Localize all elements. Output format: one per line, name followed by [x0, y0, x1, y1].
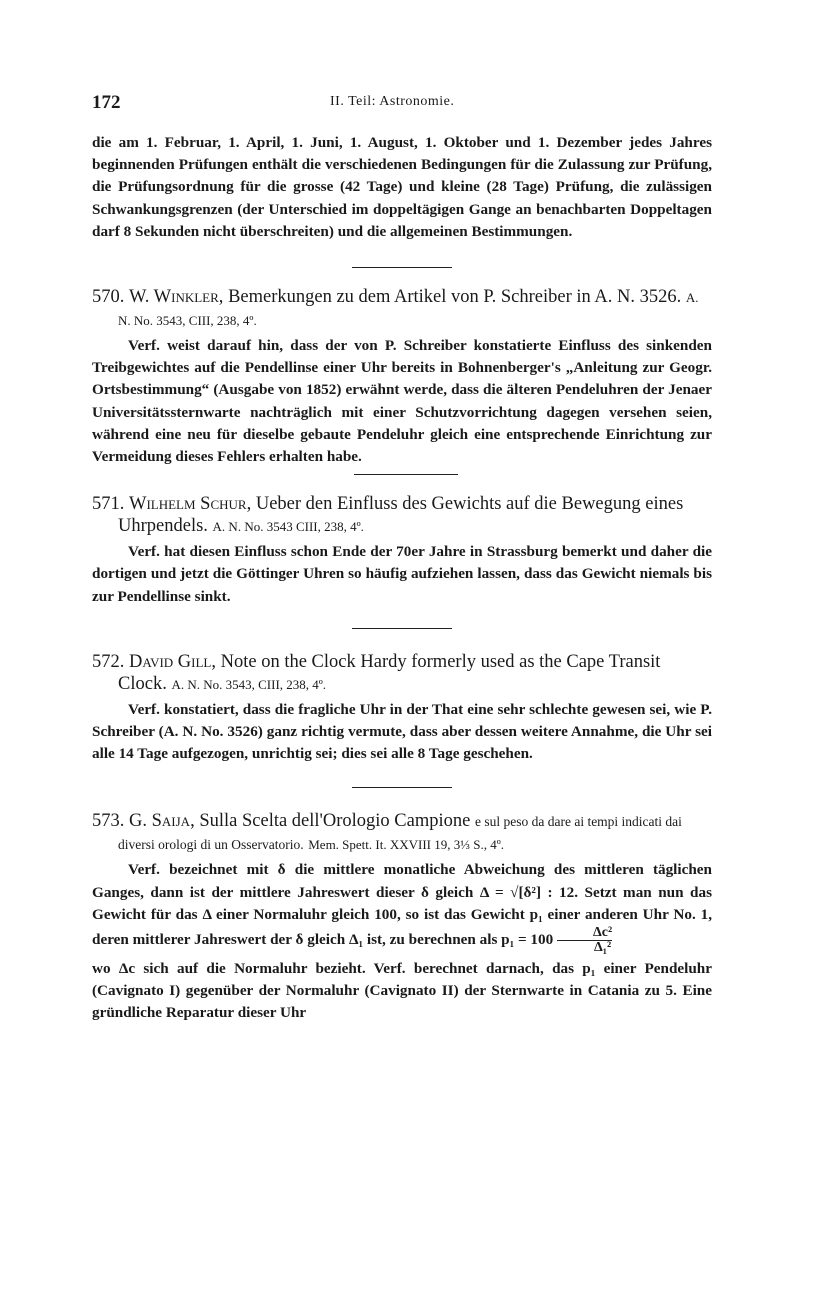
entry-title [92, 286, 712, 332]
entry-body: Verf. weist darauf hin, dass der von P. Schreiber konstatierte Einfluss des sinkenden Treibgewichtes auf die Pendellinse einer Uhr bereits in Bohnenberger's „Anleitung zur Geogr. Ortsbestimmung“ (Ausgabe von 1852) erwähnt werde, dass die älteren Pendeluhren der Jenaer Universitätssternwarte nachträglich mit einer Schutzvorrichtung dagegen versehen seien, während eine neu für dieselbe gebaute Pendeluhr gleich eine entsprechende Einrichtung zur Vermeidung dieses Fehlers erhalten habe. [92, 337, 712, 466]
entry-author: David Gill, [129, 651, 216, 672]
entry-subtitle: e sul peso da dare ai tempi indicati dai diversi orologi di un Osservatorio. [118, 814, 682, 853]
entry-title [92, 810, 712, 856]
entry-title-text: Note on the Clock Hardy formerly used as the Cape Transit Clock. [118, 651, 661, 694]
entry-title-text: Ueber den Einfluss des Gewichts auf die Bewegung eines Uhrpendels. [118, 494, 684, 537]
entry-number: 571. [92, 494, 125, 515]
entry-body [92, 859, 712, 955]
entry-title-text: Sulla Scelta dell'Orologio Campione [199, 811, 471, 832]
entry-body: Verf. hat diesen Einfluss schon Ende der 70er Jahre in Strassburg bemerkt und daher die dortigen und jetzt die Göttinger Uhren so häufig aufziehen lassen, dass das Gewicht niemals bis zur Pendellinse sinkt. [92, 543, 712, 605]
entry-571 [92, 493, 712, 608]
entry-author: Wilhelm Schur, [129, 494, 252, 515]
entry-body: Verf. konstatiert, dass die fragliche Uhr in der That eine sehr schlechte gewesen sei, wie P. Schreiber (A. N. No. 3526) ganz richtig vermute, dass aber dessen weitere Annahme, die Uhr sei alle 14 Tage aufgezogen, unrichtig sei; dies sei alle 8 Tage geschehen. [92, 700, 712, 763]
entry-number: 572. [92, 651, 125, 672]
entry-573 [92, 810, 712, 1024]
entry-title-text: Bemerkungen zu dem Artikel von P. Schreiber in A. N. 3526. [228, 287, 682, 308]
weight-fraction [557, 926, 612, 955]
entry-title [92, 651, 712, 696]
page-header [92, 88, 712, 116]
entry-reference: A. N. No. 3543 CIII, 238, 4º. [212, 519, 364, 535]
entry-body-part-1: Verf. bezeichnet mit δ die mittlere monatliche Abweichung des mittleren täglichen Ganges, dann ist der mittlere Jahreswert dieser δ gleich Δ = √[δ²] : 12. Setzt man nun das Gewicht für das Δ einer Normaluhr gleich 100, so ist das Gewicht p₁ einer anderen Uhr No. 1, deren mittlerer Jahreswert der δ gleich Δ₁ ist, zu berechnen als p₁ = 100 [92, 861, 712, 949]
intro-paragraph: die am 1. Februar, 1. April, 1. Juni, 1. August, 1. Oktober und 1. Dezember jedes Jahres beginnenden Prüfungen enthält die verschiedenen Bedingungen für die Zulassung zur Prüfung, die Prüfungsordnung für die grosse (42 Tage) und kleine (28 Tage) Prüfung, die zulässigen Schwankungsgrenzen (der Unterschied im doppeltägigen Gange an benachbarten Doppeltagen darf 8 Sekunden nicht überschreiten) und die allgemeinen Bestimmungen. [92, 134, 712, 240]
running-head: II. Teil: Astronomie. [330, 94, 455, 109]
entry-number: 573. [92, 811, 125, 832]
entry-author: G. Saija, [129, 811, 195, 832]
entry-reference: A. N. No. 3543, CIII, 238, 4º. [118, 290, 699, 329]
entry-author: W. Winkler, [129, 287, 224, 308]
page-number: 172 [92, 92, 121, 113]
fraction-numerator: Δc² [593, 925, 613, 941]
entry-number: 570. [92, 287, 125, 308]
entry-570 [92, 286, 712, 468]
entry-572 [92, 651, 712, 766]
entry-reference: A. N. No. 3543, CIII, 238, 4º. [171, 676, 327, 692]
entry-body-continued: wo Δc sich auf die Normaluhr bezieht. Verf. berechnet darnach, das p₁ einer Pendeluhr (Cavignato I) gegenüber der Normaluhr (Cavignato II) der Sternwarte in Catania zu 5. Eine gründliche Reparatur dieser Uhr [92, 960, 712, 1022]
page [92, 88, 712, 1025]
entry-reference: Mem. Spett. It. XXVIII 19, 3⅓ S., 4º. [308, 837, 505, 853]
fraction-denominator: Δ₁² [557, 940, 612, 955]
entry-title [92, 493, 712, 538]
